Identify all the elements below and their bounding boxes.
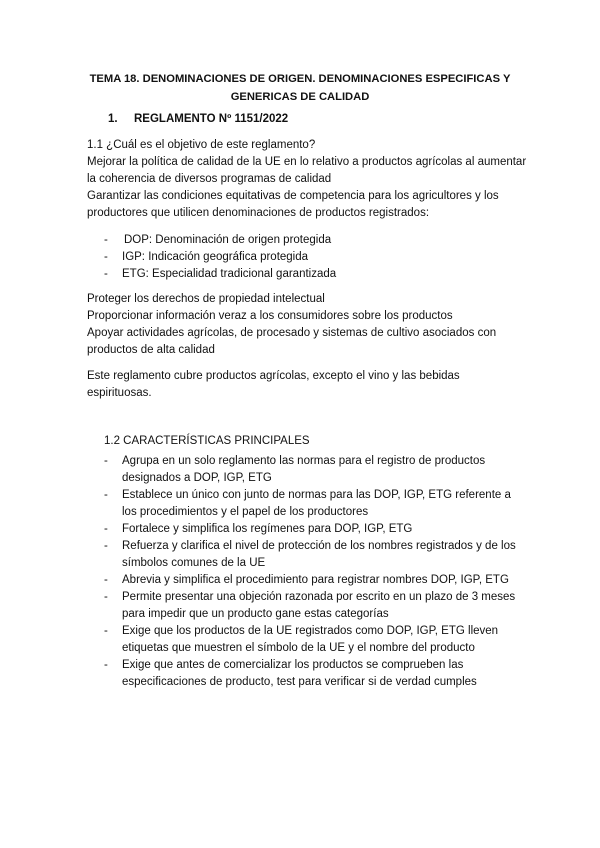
list-item: - Agrupa en un solo reglamento las normas para el registro de productos designados a DOP, IGP, ETG <box>104 455 486 484</box>
section-heading-text: REGLAMENTO Nº 1151/2022 <box>134 113 289 125</box>
section-heading-caracteristicas: 1.2 CARACTERÍSTICAS PRINCIPALES <box>104 435 310 447</box>
list-item: - Exige que los productos de la UE registrados como DOP, IGP, ETG lleven etiquetas que muestren el símbolo de la UE y el nombre del producto <box>104 625 499 654</box>
list-item: - Fortalece y simplifica los regímenes para DOP, IGP, ETG <box>104 523 413 535</box>
objective-paragraph-1: Mejorar la política de calidad de la UE en lo relativo a productos agrícolas al aumentar la coherencia de diversos programas de calidad <box>87 156 527 185</box>
list-item: - DOP: Denominación de origen protegida <box>104 234 332 246</box>
objective-paragraph-2: Garantizar las condiciones equitativas de competencia para los agricultores y los productores que utilicen denominaciones de productos registrados: <box>87 190 499 219</box>
list-item: - Establece un único con junto de normas para las DOP, IGP, ETG referente a los procedimientos y el papel de los productores <box>104 489 511 518</box>
goals-block <box>87 291 527 359</box>
goal-line: Apoyar actividades agrícolas, de procesado y sistemas de cultivo asociados con productos de alta calidad <box>87 327 497 356</box>
scope-paragraph: Este reglamento cubre productos agrícolas, excepto el vino y las bebidas espirituosas. <box>87 370 460 399</box>
section-number: 1. <box>108 113 118 125</box>
goal-line: Proporcionar información veraz a los consumidores sobre los productos <box>87 310 453 322</box>
list-item: - ETG: Especialidad tradicional garantizada <box>104 268 337 280</box>
list-item: - IGP: Indicación geográfica protegida <box>104 251 309 263</box>
characteristics-list <box>104 453 524 691</box>
list-item: - Abrevia y simplifica el procedimiento para registrar nombres DOP, IGP, ETG <box>104 574 509 586</box>
list-item: - Exige que antes de comercializar los productos se comprueben las especificaciones de producto, test para verificar si de verdad cumples <box>104 659 477 688</box>
objective-question: 1.1 ¿Cuál es el objetivo de este reglamento? <box>87 139 316 151</box>
list-item: - Permite presentar una objeción razonada por escrito en un plazo de 3 meses para impedir que un producto gane estas categorías <box>104 591 516 620</box>
section-heading-reglamento <box>108 113 288 125</box>
objective-block <box>87 137 527 222</box>
goal-line: Proteger los derechos de propiedad intelectual <box>87 293 325 305</box>
denominations-list <box>104 232 524 283</box>
list-item: - Refuerza y clarifica el nivel de protección de los nombres registrados y de los símbolos comunes de la UE <box>104 540 516 569</box>
document-title: TEMA 18. DENOMINACIONES DE ORIGEN. DENOMINACIONES ESPECIFICAS Y GENERICAS DE CALIDAD <box>89 73 511 103</box>
